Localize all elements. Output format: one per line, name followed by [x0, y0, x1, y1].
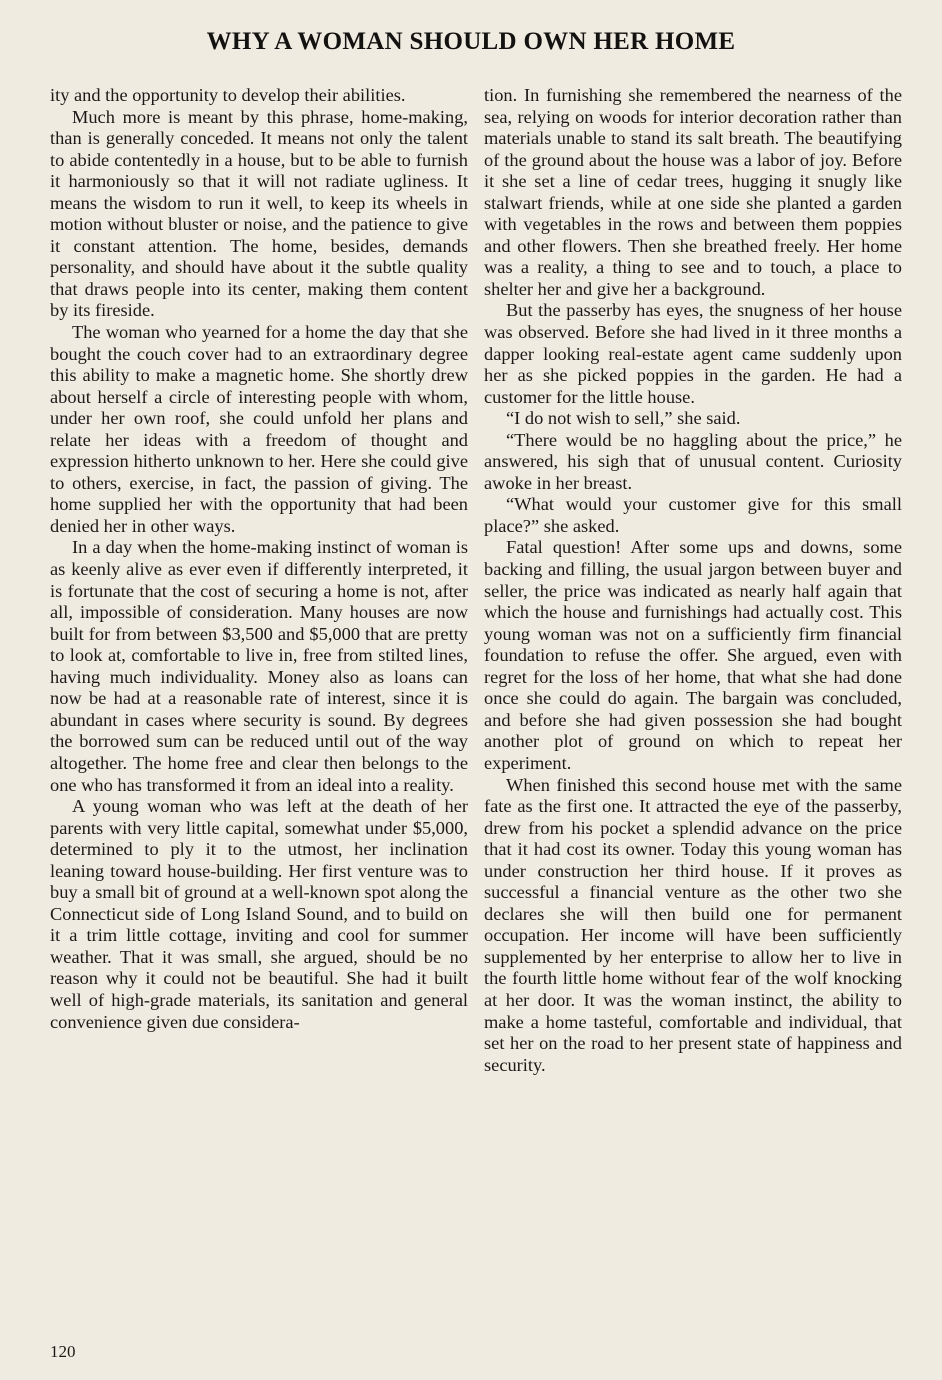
- paragraph: A young woman who was left at the death of her parents with very little capital, somewhat under $5,000, determined to ply it to the utmost, her inclination leaning toward house-building. Her first venture was to buy a small bit of ground at a well-known spot along the Connecticut side of Long Island Sound, and to build on it a trim little cottage, inviting and cool for summer weather. That it was small, she argued, should be no reason why it could not be beautiful. She had it built well of high-grade materials, its sanitation and general convenience given due considera-: [50, 796, 468, 1032]
- paragraph: In a day when the home-making instinct of woman is as keenly alive as ever even if differently interpreted, it is fortunate that the cost of securing a home is not, after all, impossible of consideration. Many houses are now built for from between $3,500 and $5,000 that are pretty to look at, comfortable to live in, free from stilted lines, having much individuality. Money also as loans can now be had at a reasonable rate of interest, since it is abundant in cases where security is sound. By degrees the borrowed sum can be reduced until out of the way altogether. The home free and clear then belongs to the one who has transformed it from an ideal into a reality.: [50, 537, 468, 795]
- paragraph: Fatal question! After some ups and downs, some backing and filling, the usual jargon between buyer and seller, the price was indicated as nearly half again that which the house and furnishings had actually cost. This young woman was not on a sufficiently firm financial foundation to refuse the offer. She argued, even with regret for the loss of her home, that what she had done once she could do again. The bargain was concluded, and before she had given possession she had bought another plot of ground on which to repeat her experiment.: [484, 537, 902, 773]
- paragraph: ity and the opportunity to develop their abilities.: [50, 85, 406, 105]
- paragraph: But the passerby has eyes, the snugness of her house was observed. Before she had lived in it three months a dapper looking real-estate agent came suddenly upon her as she picked poppies in the garden. He had a customer for the little house.: [484, 300, 902, 407]
- paragraph: “I do not wish to sell,” she said.: [506, 408, 741, 429]
- paragraph: Much more is meant by this phrase, home-making, than is generally conceded. It means not only the talent to abide contentedly in a house, but to be able to furnish it harmoniously so that it will not radiate ugliness. It means the wisdom to run it well, to keep its wheels in motion without bluster or noise, and the patience to give it constant attention. The home, besides, demands personality, and should have about it the subtle quality that draws people into its center, making them content by its fireside.: [50, 106, 468, 321]
- running-header-title: WHY A WOMAN SHOULD OWN HER HOME: [206, 28, 736, 55]
- paragraph: “There would be no haggling about the price,” he answered, his sigh that of unusual content. Curiosity awoke in her breast.: [484, 429, 902, 493]
- paragraph: The woman who yearned for a home the day that she bought the couch cover had to an extraordinary degree this ability to make a magnetic home. She shortly drew about herself a circle of interesting people with whom, under her own roof, she could unfold her plans and relate her ideas with a freedom of thought and expression hitherto unknown to her. Here she could give to others, exercise, in fact, the passion of giving. The home supplied her with the opportunity that had been denied her in other ways.: [50, 322, 468, 536]
- paragraph: “What would your customer give for this small place?” she asked.: [484, 494, 902, 536]
- right-text-column: [484, 85, 902, 1076]
- page-number: 120: [50, 1342, 76, 1361]
- paragraph: tion. In furnishing she remembered the nearness of the sea, relying on woods for interior decoration rather than materials unable to stand its salt breath. The beautifying of the ground about the house was a labor of joy. Before it she set a line of cedar trees, hugging it snugly like stalwart friends, while at one side she planted a garden with vegetables in the rows and between them poppies and other flowers. Then she breathed freely. Her home was a reality, a thing to see and to touch, a place to shelter her and give her a background.: [484, 85, 902, 299]
- paragraph: When finished this second house met with the same fate as the first one. It attracted the eye of the passerby, drew from his pocket a splendid advance on the price that it had cost its owner. Today this young woman has under construction her third house. If it proves as successful a financial venture as the other two she declares she will then build one for permanent occupation. Her income will have been sufficiently supplemented by her enterprise to allow her to live in the fourth little home without fear of the wolf knocking at her door. It was the woman instinct, the ability to make a home tasteful, comfortable and individual, that set her on the road to her present state of happiness and security.: [484, 774, 902, 1075]
- left-text-column: [50, 85, 468, 1033]
